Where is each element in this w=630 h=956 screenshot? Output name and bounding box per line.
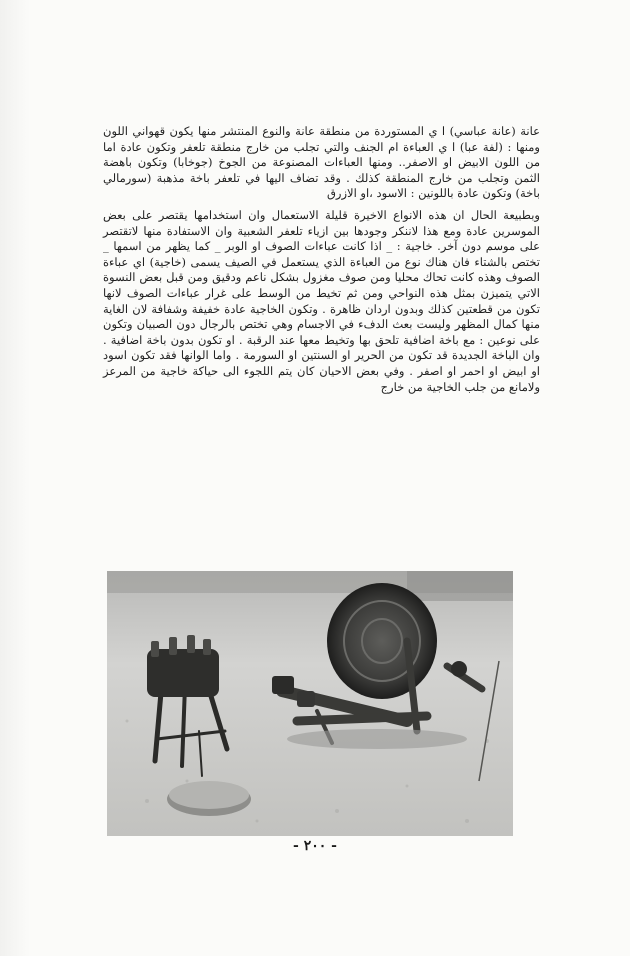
scan-edge [0,0,30,956]
page-number: - ٢٠٠ - [293,838,337,854]
body-text [103,124,540,395]
paragraph-abaya-types: عانة (عانة عباسي) ا ي المستوردة من منطقة عانة والنوع المنتشر منها يكون قهواني اللون ومنها : (لفة عبا) ا ي العباءة ام الجنف والتي تجلب من خارج منطقة تلعفر وتكون عادة اما من اللون الابيض او الاصفر.. ومنها العباءات المصنوعة من الجوخ (جوخابا) وتكون باهضة الثمن وتجلب من خارج المنطقة كذلك . وقد تضاف اليها في تلعفر باخة مذهبة (سورمالي باخة) وتكون عادة باللونين : الاسود ،او الازرق [103,124,540,201]
photo-spinning-loom [107,571,513,836]
paragraph-khajiya: وبطبيعة الحال ان هذه الانواع الاخيرة قليلة الاستعمال وان استخدامها يقتصر على بعض الموسرين عادة ومع هذا لاننكر وجودها بين ازياء تلعفر الشعبية وان الاستفادة منها لاتقتصر على موسم دون آخر. خاجية : _ اذا كانت عباءات الصوف او الوبر _ كما يظهر من اسمها _ تختص بالشتاء فان هناك نوع من العباءة الذي يستعمل في الصيف يسمى (خاجية) اي عباءة الصوف وهذه كانت تحاك محليا ومن صوف مغزول بشكل ناعم ودقيق ومن قبل بعض النسوة الاتي يتميزن بمثل هذه النواحي ومن ثم تخيط من الوسط على غرار عباءات الصوف لانها تكون من قطعتين كذلك وبدون اردان ظاهرة . وتكون الخاجية عادة خفيفة وشفافة لان الغاية منها كمال المظهر وليست بعث الدفء في الاجسام وهي تختص بالرجال دون الصبيان وتكون على نوعين : مع باخة اضافية تلحق بها وتخيط معها عند الرقبة . او تكون بدون باخة اضافية . وان الباخة الجديدة قد تكون من الحرير او السنتين او السورمة . واما الوانها فقد تكون اسود او ابيض او احمر او اصفر . وفي بعض الاحيان كان يتم اللجوء الى حياكة خاجية من المرعز ولامانع من جلب الخاجية من خارج [103,207,540,394]
